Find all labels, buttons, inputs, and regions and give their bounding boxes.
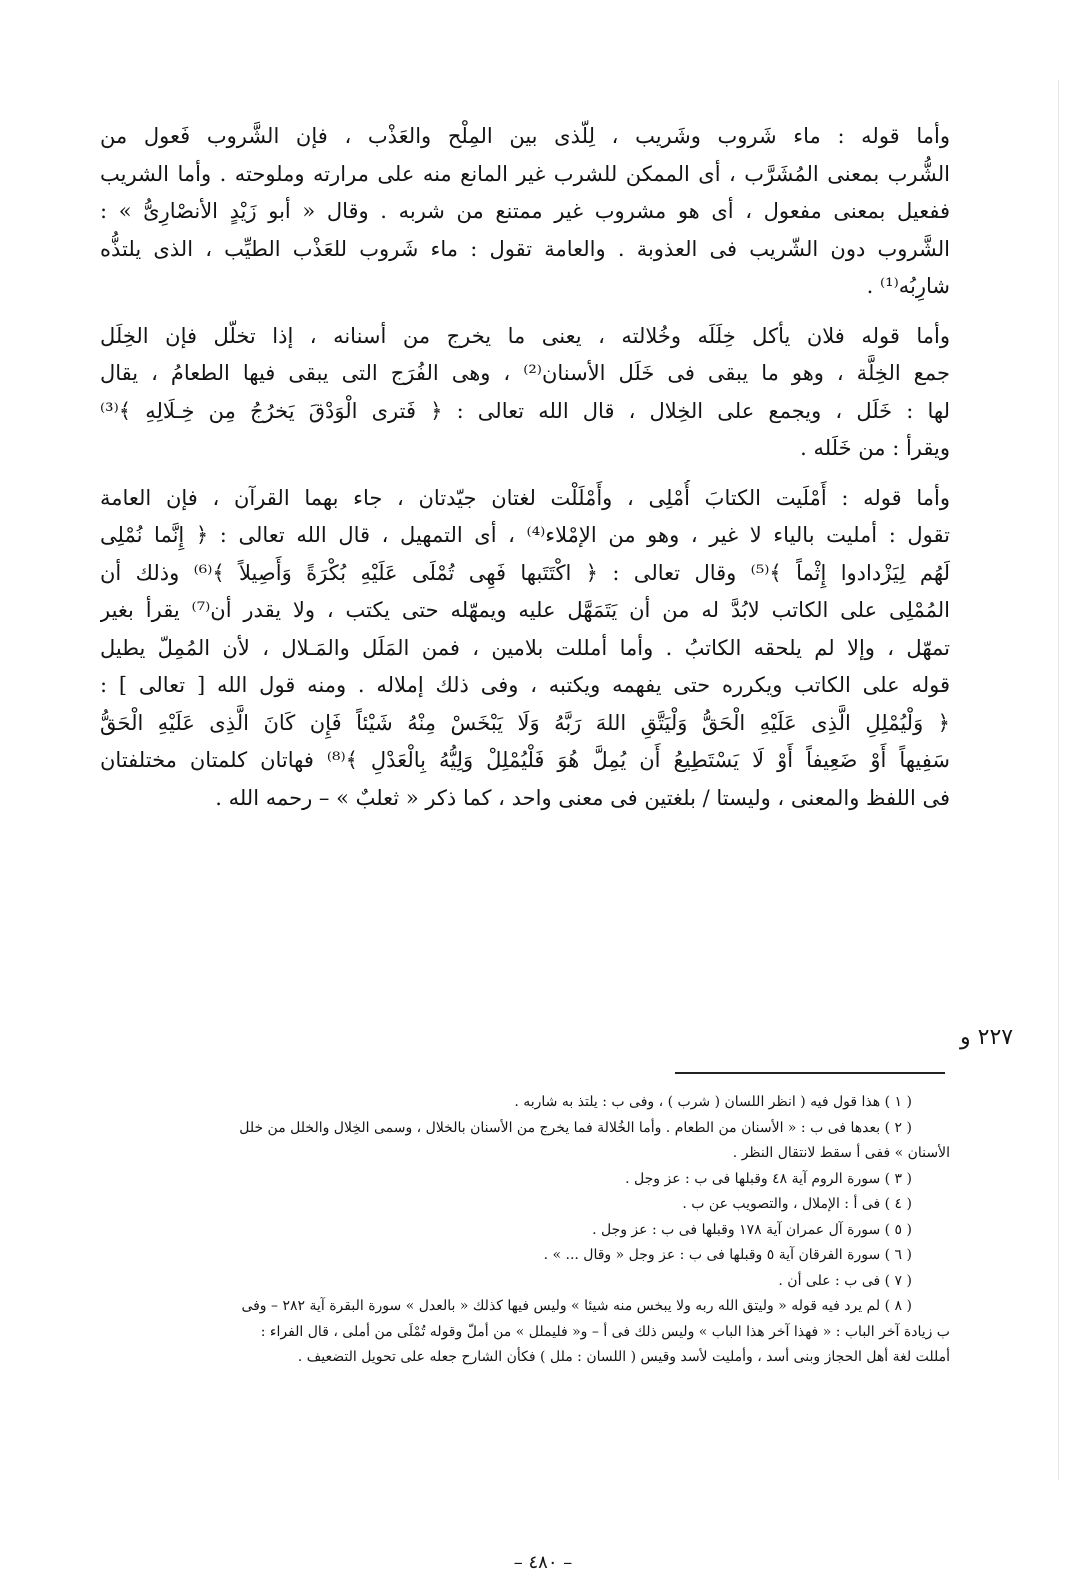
text-line: وأما قوله فلان يأكل خِلَلَه وخُلالته ، يعنى ما يخرج من أسنانه ، إذا تخلّل فإن الخِلَل xyxy=(100,323,950,348)
footnote-continuation: الأسنان » ففى أ سقط لانتقال النظر . xyxy=(732,1145,950,1161)
footnote: ( ٣ ) سورة الروم آية ٤٨ وقبلها فى ب : عز وجل . xyxy=(625,1170,912,1187)
text-line: ﴿ وَلْيُمْلِلِ الَّذِى عَلَيْهِ الْحَقُّ وَلْيَتَّقِ اللهَ رَبَّهُ وَلَا يَبْخَسْ مِنْهُ شَيْئاً فَإِن كَانَ الَّذِى عَلَيْهِ الْحَقُّ xyxy=(100,710,950,735)
footnotes xyxy=(100,1090,950,1371)
text-line: وأما قوله : أَمْلَيت الكتابَ أُمْلِى ، وأَمْلَلْت لغتان جيّدتان ، جاء بهما القرآن ، فإن العامة xyxy=(100,485,950,510)
footnote: ( ٥ ) سورة آل عمران آية ١٧٨ وقبلها فى ب : عز وجل . xyxy=(592,1221,912,1238)
text-line: فى اللفظ والمعنى ، وليستا / بلغتين فى معنى واحد ، كما ذكر « ثعلبٌ » – رحمه الله . xyxy=(215,785,950,810)
text-line: الشُّرب بمعنى المُشَرَّب ، أى الممكن للشرب غير المانع منه على مرارته وملوحته . وأما الشريب xyxy=(100,161,950,186)
footnote: ( ٨ ) لم يرد فيه قوله « وليتق الله ربه ولا يبخس منه شيئا » وليس فيها كذلك « بالعدل » سورة البقرة آية ٢٨٢ – وفى xyxy=(241,1298,912,1314)
text-line: تمهّل ، وإلا لم يلحقه الكاتبُ . وأما أمللت بلامين ، فمن المَلَل والمَـلال ، لأن المُمِلّ يطيل xyxy=(100,635,950,660)
text-line: ويقرأ : من خَلَله . xyxy=(800,436,950,460)
footnote-continuation: أمللت لغة أهل الحجاز وبنى أسد ، وأمليت لأسد وقيس ( اللسان : ملل ) فكأن الشارح جعله على تحويل التضعيف . xyxy=(297,1349,950,1365)
page-number: – ٤٨٠ – xyxy=(513,1552,573,1573)
paragraph-1 xyxy=(100,118,950,306)
manuscript-folio-mark: ٢٢٧ و xyxy=(960,1025,1014,1050)
footnote: ( ٤ ) فى أ : الإملال ، والتصويب عن ب . xyxy=(682,1196,912,1212)
footnote: ( ٢ ) بعدها فى ب : « الأسنان من الطعام . وأما الخُلالة فما يخرج من الأسنان بالخلال ، وسمى الخِلال والخلل من خلل xyxy=(239,1119,912,1136)
text-line: سَفِيهاً أَوْ ضَعِيفاً أَوْ لَا يَسْتَطِيعُ أَن يُمِلَّ هُوَ فَلْيُمْلِلْ وَلِيُّهُ بِالْعَدْلِ ﴾⁽⁸⁾ فهاتان كلمتان مختلفتان xyxy=(100,748,950,772)
text-line: جمع الخِلَّة ، وهو ما يبقى فى خَلَل الأسنان⁽²⁾ ، وهى الفُرَج التى يبقى فيها الطعامُ ، يقال xyxy=(100,361,950,385)
footnote: ( ١ ) هذا قول فيه ( انظر اللسان ( شرب ) ، وفى ب : يلتذ به شاربه . xyxy=(514,1094,912,1110)
main-text xyxy=(100,118,950,829)
text-line: قوله على الكاتب ويكرره حتى يفهمه ويكتبه ، وفى ذلك إملاله . ومنه قول الله [ تعالى ] : xyxy=(100,673,950,697)
paragraph-3 xyxy=(100,480,950,818)
text-line: لها : خَلَل ، ويجمع على الخِلال ، قال الله تعالى : ﴿ فَترى الْوَدْقَ يَخرُجُ مِن خِـلَالِهِ ﴾⁽³⁾ xyxy=(100,398,950,423)
footnote-continuation: ب زيادة آخر الباب : « فهذا آخر هذا الباب » وليس ذلك فى أ – و« فليملل » من أملّ وقوله تُمْلَى من أملى ، قال الفراء : xyxy=(260,1323,950,1340)
footnote: ( ٦ ) سورة الفرقان آية ٥ وقبلها فى ب : عز وجل « وقال ... » . xyxy=(543,1247,912,1263)
text-line: لَهُم لِيَزْدادوا إِثْماً ﴾⁽⁵⁾ وقال تعالى : ﴿ اكْتَتَبها فَهِى تُمْلَى عَلَيْهِ بُكْرَةً وَأَصِيلاً ﴾⁽⁶⁾ وذلك أن xyxy=(100,560,950,585)
paragraph-2 xyxy=(100,318,950,468)
text-line: المُمْلِى على الكاتب لابُدَّ له من أن يَتَمَهَّل عليه ويمهّله حتى يكتب ، ولا يقدر أن⁽⁷⁾ يقرأ بغير xyxy=(100,598,950,622)
text-line: شارِبُه⁽¹⁾ . xyxy=(866,274,950,298)
footnote: ( ٧ ) فى ب : على أن . xyxy=(778,1272,912,1289)
footnote-separator xyxy=(675,1072,945,1074)
text-line: تقول : أمليت بالياء لا غير ، وهو من الإمْلاء⁽⁴⁾ ، أى التمهيل ، قال الله تعالى : ﴿ إِنَّما نُمْلِى xyxy=(100,523,950,547)
text-line: الشَّروب دون الشّريب فى العذوبة . والعامة تقول : ماء شَروب للعَذْب الطيِّب ، الذى يلتذُّه xyxy=(100,236,950,261)
text-line: وأما قوله : ماء شَروب وشَريب ، لِلّذى بين المِلْح والعَذْب ، فإن الشَّروب فَعول من xyxy=(100,124,950,148)
text-line: ففعيل بمعنى مفعول ، أى هو مشروب غير ممتنع من شربه . وقال « أبو زَيْدٍ الأنصْارِىُّ » : xyxy=(100,199,950,223)
scan-edge-line xyxy=(1058,80,1059,1480)
